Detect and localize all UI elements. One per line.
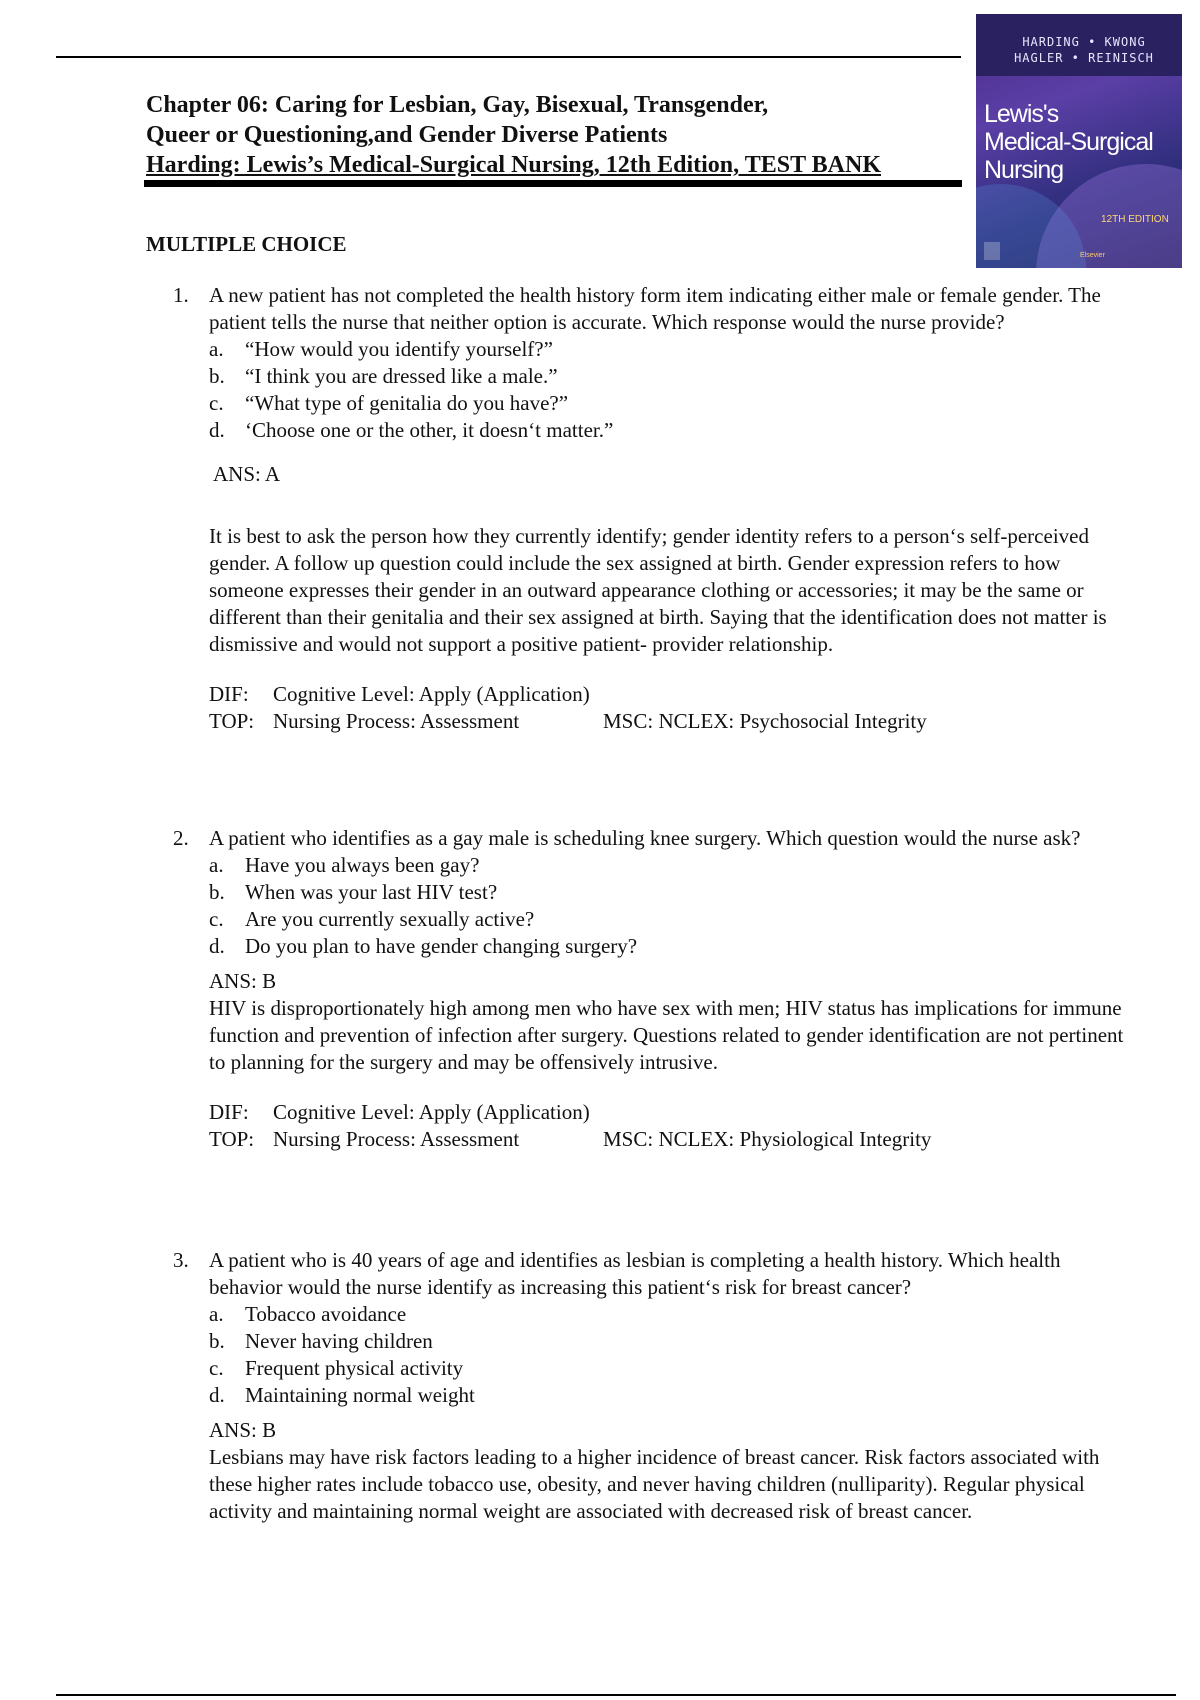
answer-key: ANS: B	[209, 1418, 277, 1442]
option-a	[209, 852, 1133, 879]
option-d	[209, 933, 1133, 960]
option-d	[209, 417, 1133, 444]
option-a	[209, 1301, 1133, 1328]
top-label: TOP:	[209, 1127, 255, 1151]
answer-key: ANS: A	[213, 462, 281, 486]
option-c	[209, 1355, 1133, 1382]
option-letter: c.	[209, 1356, 224, 1380]
dif-value: Cognitive Level: Apply (Application)	[273, 682, 590, 706]
title-underline-rule	[144, 180, 962, 187]
option-b	[209, 363, 1133, 390]
chapter-title	[146, 90, 966, 180]
question-2	[173, 825, 1133, 1153]
question-number: 3.	[173, 1248, 189, 1272]
cover-title-line-2: Medical-Surgical	[984, 128, 1153, 156]
footer-rule	[56, 1694, 1176, 1696]
option-c	[209, 906, 1133, 933]
question-1	[173, 282, 1133, 735]
dif-row	[209, 681, 1133, 708]
answer-options	[209, 852, 1133, 960]
header-rule	[56, 56, 961, 58]
cover-edition: 12TH EDITION	[1101, 214, 1169, 225]
option-letter: a.	[209, 337, 224, 361]
option-letter: c.	[209, 391, 224, 415]
option-text: “What type of genitalia do you have?”	[245, 391, 569, 415]
msc-value: MSC: NCLEX: Psychosocial Integrity	[603, 709, 927, 733]
option-text: “How would you identify yourself?”	[245, 337, 553, 361]
option-d	[209, 1382, 1133, 1409]
cover-title-line-1: Lewis's	[984, 100, 1059, 128]
rationale: It is best to ask the person how they currently identify; gender identity refers to a person‘s self-perceived gender. A follow up question could include the sex assigned at birth. Gender expression refers to how someone expresses their gender in an outward appearance clothing or accessories; it may be the same or different than their genitalia and their sex assigned at birth. Saying that the identification does not matter is dismissive and would not support a positive patient- provider relationship.	[209, 524, 1107, 656]
rationale: Lesbians may have risk factors leading to a higher incidence of breast cancer. Risk factors associated with these higher rates include tobacco use, obesity, and never having children (nulliparity). Regular physical activity and maintaining normal weight are associated with decreased risk of breast cancer.	[209, 1445, 1100, 1523]
question-metadata	[209, 1099, 1133, 1153]
option-b	[209, 1328, 1133, 1355]
top-value: Nursing Process: Assessment	[273, 1127, 520, 1151]
question-number: 1.	[173, 283, 189, 307]
option-letter: b.	[209, 364, 225, 388]
answer-key: ANS: B	[209, 969, 277, 993]
cover-title-line-3: Nursing	[984, 156, 1064, 184]
option-text: Maintaining normal weight	[245, 1383, 475, 1407]
question-text: A patient who is 40 years of age and identifies as lesbian is completing a health history. Which health behavior would the nurse identify as increasing this patient‘s risk for breast cancer?	[209, 1248, 1061, 1299]
question-text: A patient who identifies as a gay male is scheduling knee surgery. Which question would the nurse ask?	[209, 826, 1081, 850]
question-text: A new patient has not completed the health history form item indicating either male or female gender. The patient tells the nurse that neither option is accurate. Which response would the nurse provide?	[209, 283, 1101, 334]
answer-options	[209, 336, 1133, 444]
option-text: ‘Choose one or the other, it doesn‘t matter.”	[245, 418, 614, 442]
question-3	[173, 1247, 1133, 1525]
msc-value: MSC: NCLEX: Physiological Integrity	[603, 1127, 932, 1151]
option-letter: a.	[209, 1302, 224, 1326]
cover-publisher: Elsevier	[1080, 252, 1105, 259]
dif-row	[209, 1099, 1133, 1126]
title-line-1: Chapter 06: Caring for Lesbian, Gay, Bisexual, Transgender,	[146, 92, 769, 118]
option-letter: b.	[209, 1329, 225, 1353]
cover-authors	[994, 34, 1174, 66]
cover-authors-line-1: HARDING • KWONG	[1022, 35, 1146, 49]
top-label: TOP:	[209, 709, 255, 733]
section-heading: MULTIPLE CHOICE	[146, 232, 347, 256]
option-a	[209, 336, 1133, 363]
option-text: When was your last HIV test?	[245, 880, 498, 904]
option-letter: c.	[209, 907, 224, 931]
option-letter: b.	[209, 880, 225, 904]
rationale: HIV is disproportionately high among men who have sex with men; HIV status has implications for immune function and prevention of infection after surgery. Questions related to gender identification are not pertinent to planning for the surgery and may be offensively intrusive.	[209, 996, 1124, 1074]
option-b	[209, 879, 1133, 906]
option-letter: a.	[209, 853, 224, 877]
option-text: Frequent physical activity	[245, 1356, 464, 1380]
dif-label: DIF:	[209, 1100, 249, 1124]
dif-value: Cognitive Level: Apply (Application)	[273, 1100, 590, 1124]
option-letter: d.	[209, 418, 225, 442]
cover-authors-line-2: HAGLER • REINISCH	[1014, 51, 1154, 65]
option-text: Have you always been gay?	[245, 853, 480, 877]
option-letter: d.	[209, 934, 225, 958]
question-stem	[173, 825, 1133, 852]
question-stem	[173, 282, 1133, 336]
question-stem	[173, 1247, 1133, 1301]
option-letter: d.	[209, 1383, 225, 1407]
option-text: Are you currently sexually active?	[245, 907, 535, 931]
option-text: Never having children	[245, 1329, 433, 1353]
option-text: Tobacco avoidance	[245, 1302, 407, 1326]
publisher-logo-icon	[984, 242, 1000, 260]
book-cover-image	[976, 14, 1182, 268]
top-value: Nursing Process: Assessment	[273, 709, 520, 733]
question-metadata	[209, 681, 1133, 735]
option-text: Do you plan to have gender changing surgery?	[245, 934, 638, 958]
option-c	[209, 390, 1133, 417]
question-number: 2.	[173, 826, 189, 850]
top-row	[209, 1126, 1133, 1153]
answer-options	[209, 1301, 1133, 1409]
title-line-2: Queer or Questioning,and Gender Diverse Patients	[146, 122, 668, 148]
top-row	[209, 708, 1133, 735]
dif-label: DIF:	[209, 682, 249, 706]
option-text: “I think you are dressed like a male.”	[245, 364, 558, 388]
title-line-3: Harding: Lewis’s Medical-Surgical Nursing, 12th Edition, TEST BANK	[146, 152, 881, 178]
